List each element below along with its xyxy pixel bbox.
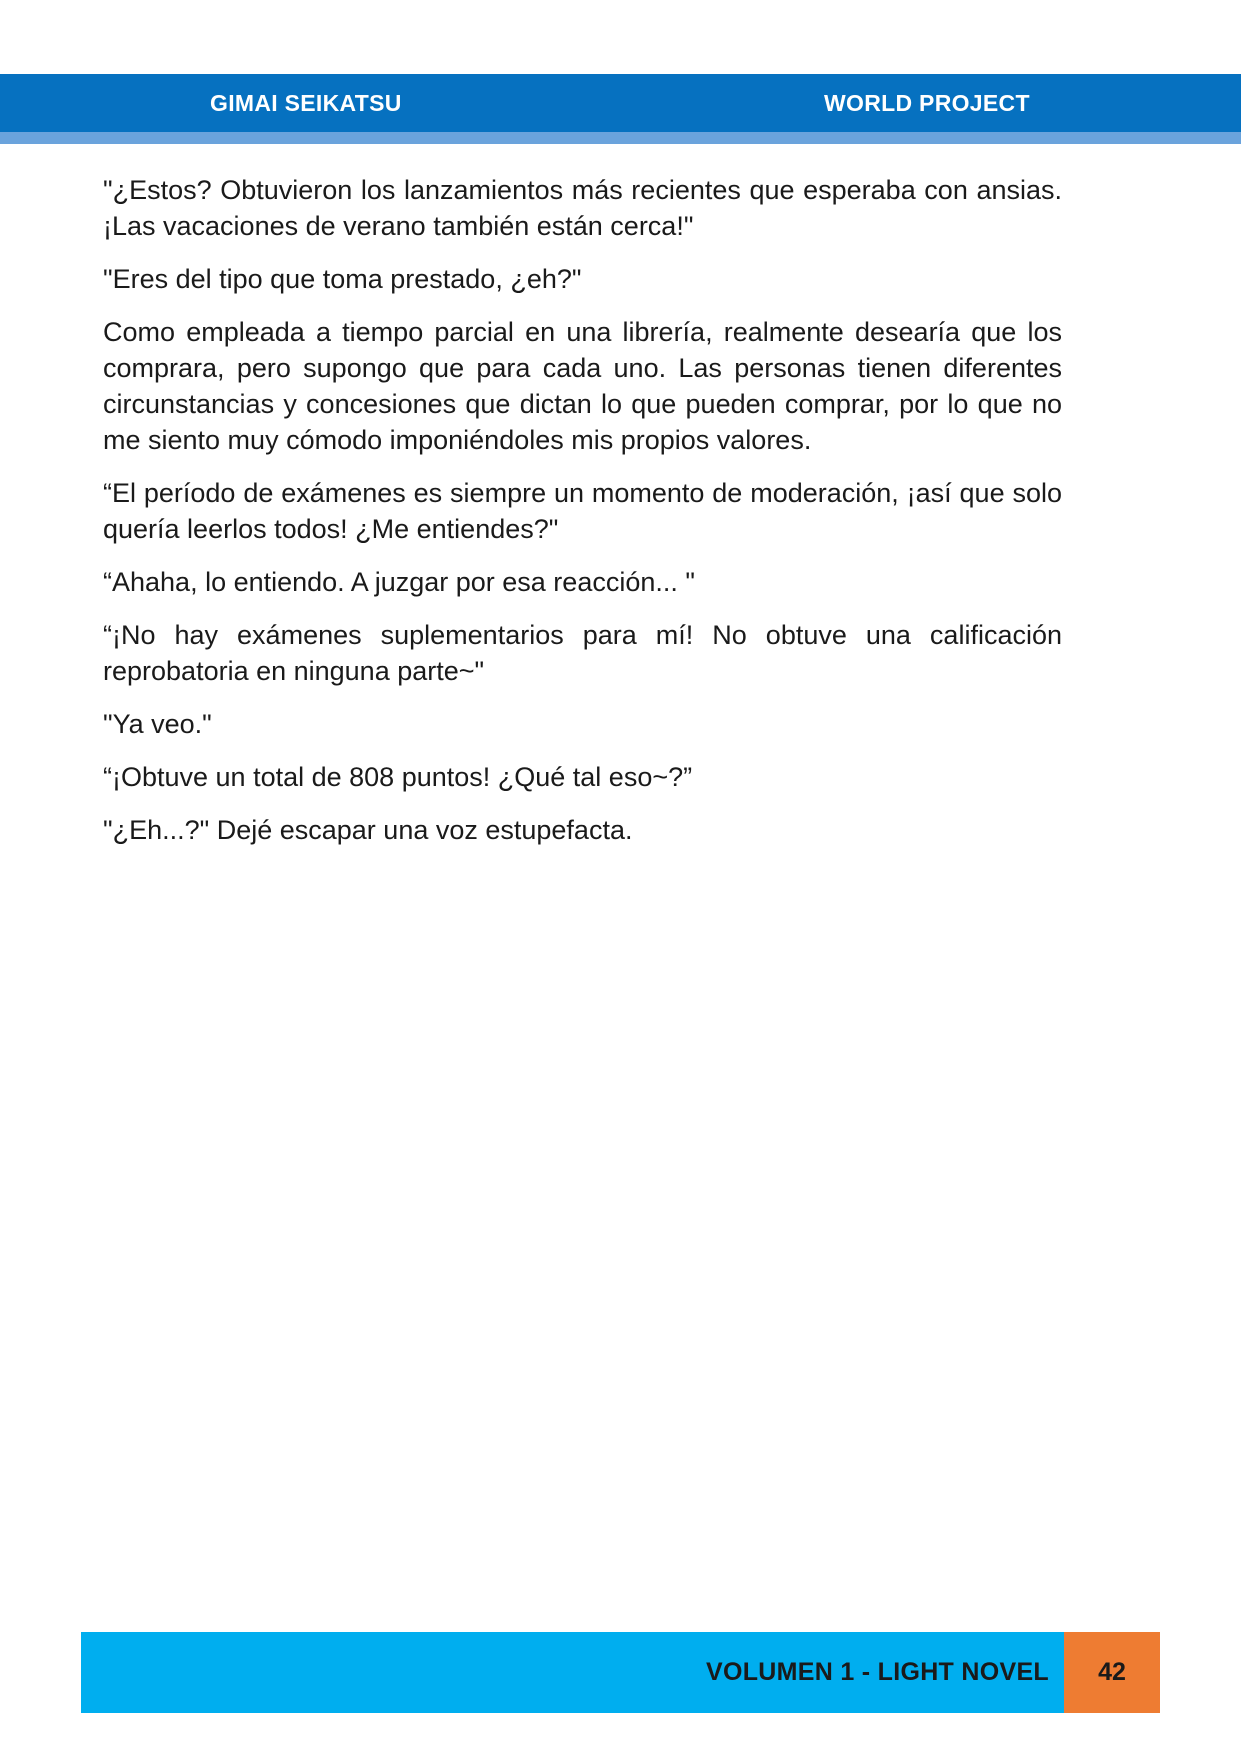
paragraph-9: "¿Eh...?" Dejé escapar una voz estupefacta. bbox=[103, 815, 633, 845]
page-number: 42 bbox=[1064, 1632, 1160, 1713]
paragraph-8: “¡Obtuve un total de 808 puntos! ¿Qué tal eso~?” bbox=[103, 762, 693, 792]
paragraph-2: "Eres del tipo que toma prestado, ¿eh?" bbox=[103, 264, 582, 294]
header-series-title: GIMAI SEIKATSU bbox=[210, 90, 402, 116]
footer-volume-label: VOLUMEN 1 - LIGHT NOVEL bbox=[705, 1658, 1049, 1686]
paragraph-7: "Ya veo." bbox=[103, 709, 212, 739]
paragraph-3: Como empleada a tiempo parcial en una librería, realmente desearía que los comprara, pero supongo que para cada uno. Las personas tienen diferentes circunstancias y concesiones que dictan lo que pueden comprar, por lo que no me siento muy cómodo imponiéndoles mis propios valores. bbox=[103, 317, 1062, 455]
header-bar bbox=[0, 74, 1241, 132]
header-underline bbox=[0, 132, 1241, 144]
header-publisher-title: WORLD PROJECT bbox=[824, 90, 1030, 116]
paragraph-4: “El período de exámenes es siempre un momento de moderación, ¡así que solo quería leerlos todos! ¿Me entiendes?" bbox=[103, 478, 1062, 544]
paragraph-6: “¡No hay exámenes suplementarios para mí! No obtuve una calificación reprobatoria en ninguna parte~" bbox=[103, 620, 1062, 686]
paragraph-5: “Ahaha, lo entiendo. A juzgar por esa reacción... " bbox=[103, 567, 695, 597]
page-body bbox=[103, 172, 1062, 865]
paragraph-1: "¿Estos? Obtuvieron los lanzamientos más recientes que esperaba con ansias. ¡Las vacaciones de verano también están cerca!" bbox=[103, 175, 1062, 241]
